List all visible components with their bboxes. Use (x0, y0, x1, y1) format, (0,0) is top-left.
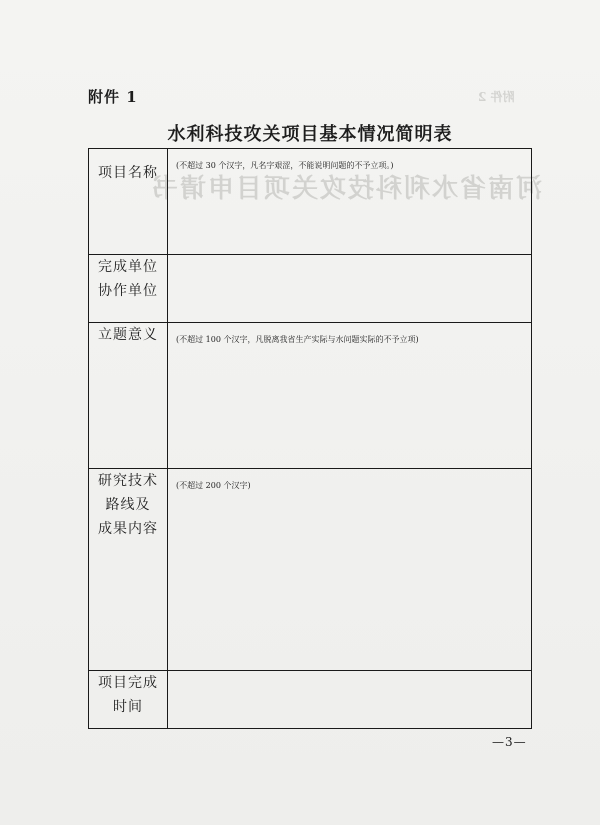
table-row-significance (89, 323, 532, 469)
completion-time-field[interactable] (168, 671, 532, 729)
table-row-completion-time (89, 671, 532, 729)
label-units (89, 255, 168, 323)
label-line: 完成单位 (98, 259, 158, 275)
label-line: 项目名称 (98, 165, 158, 181)
research-content-field[interactable] (168, 469, 532, 671)
table-row-units (89, 255, 532, 323)
significance-field[interactable] (168, 323, 532, 469)
table-row-project-name (89, 149, 532, 255)
units-field[interactable] (168, 255, 532, 323)
label-line: 研究技术 (98, 473, 158, 489)
page-number: —3— (492, 735, 527, 749)
label-line: 时间 (113, 699, 143, 715)
label-line: 路线及 (105, 497, 151, 513)
label-line: 立题意义 (98, 327, 158, 343)
project-summary-table (88, 148, 532, 729)
project-name-field[interactable] (168, 149, 532, 255)
document-title: 水利科技攻关项目基本情况简明表 (167, 124, 453, 145)
research-content-hint: (不超过 200 个汉字) (176, 481, 251, 490)
bleed-through-heading: 河南省水利科技攻关项目申请书 (150, 174, 543, 204)
label-line: 项目完成 (98, 675, 158, 691)
attachment-label: 附件 1 (88, 88, 138, 106)
project-name-hint: (不超过 30 个汉字，凡名字艰涩，不能说明问题的不予立项。) (176, 161, 394, 170)
label-project-name (89, 149, 168, 255)
label-completion-time (89, 671, 168, 729)
label-research-content (89, 469, 168, 671)
table-row-research-content (89, 469, 532, 671)
label-line: 协作单位 (98, 283, 158, 299)
significance-hint: (不超过 100 个汉字，凡脱离我省生产实际与水问题实际的不予立项) (176, 335, 419, 344)
label-line: 成果内容 (98, 521, 158, 537)
label-significance (89, 323, 168, 469)
bleed-through-corner-label: 附件 2 (478, 90, 515, 104)
